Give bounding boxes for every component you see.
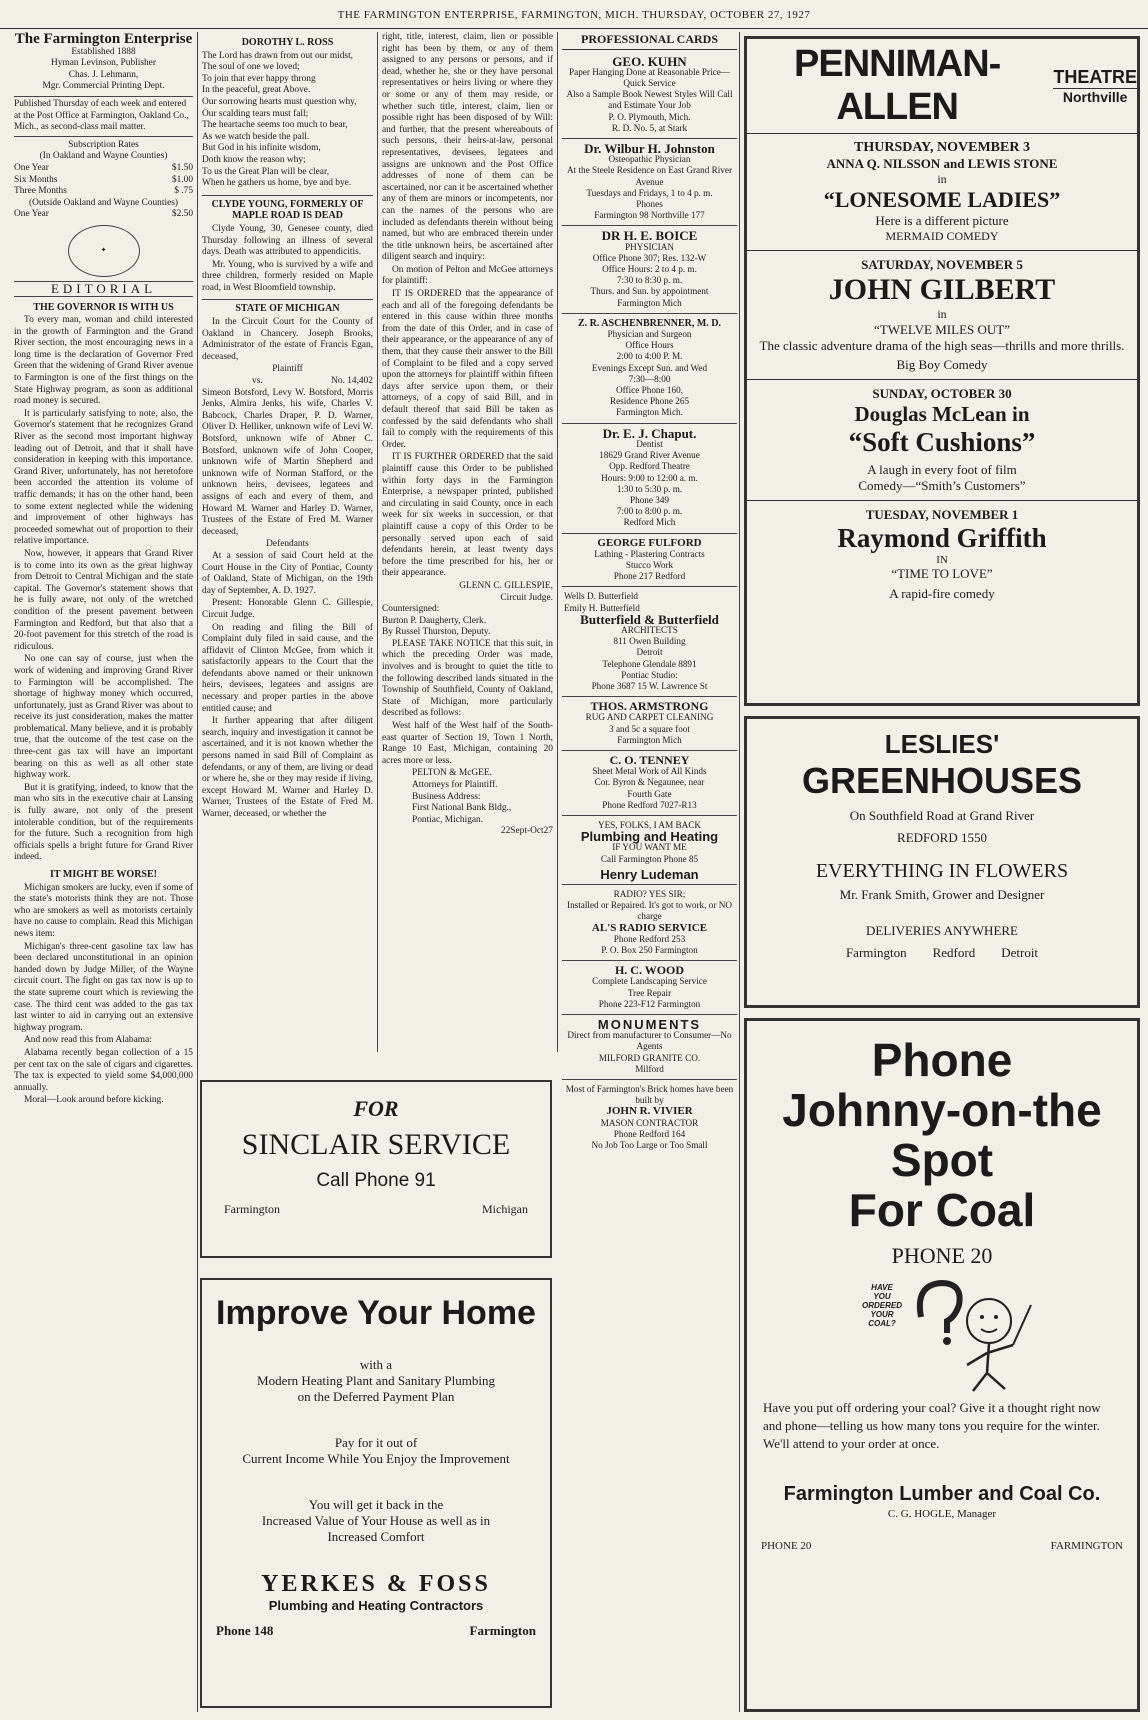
manager-title: Mgr. Commercial Printing Dept. — [42, 81, 165, 92]
professional-cards — [560, 32, 740, 1712]
card-line: Phone 223-F12 Farmington — [598, 998, 701, 1009]
show-title: “Soft Cushions” — [848, 427, 1036, 457]
clerk: Burton P. Daugherty, Clerk. — [382, 615, 487, 626]
card-line: Farmington Mich. — [616, 407, 683, 418]
greenhouse-town: Farmington — [845, 945, 907, 960]
paragraph: Simeon Botsford, Levy W. Botsford, Morris Jenks, Almira Jenks, his wife, Charles V. Babcock, Charles Draper, P. D. Warner, Oliver D. Helliker, unknown wife of Levi W. Botsford, unknown wife of Abner C. Botsford, unknown wife of John Cooper, unknown wife of Martin Shepherd and unknown wife of Norman Stafford, or the unknown heirs, devisees, legatees and assigns of each and every of them, and Howard M. Warner and Harley D. Warner, Trustees of the Estate of Fred M. Warner deceased, — [202, 387, 373, 537]
poem-line: When he gathers us home, bye and bye. — [202, 178, 352, 189]
card-line: Farmington 98 Northville 177 — [594, 210, 705, 221]
card-name: Butterfield & Butterfield — [580, 611, 719, 627]
card-line: Phone Redford 7027-R13 — [602, 799, 697, 810]
card-line: 18629 Grand River Avenue — [599, 450, 700, 461]
card-name: JOHN R. VIVIER — [606, 1105, 693, 1118]
greenhouse-deliveries: DELIVERIES ANYWHERE — [865, 923, 1018, 938]
poem-line: The soul of one we loved; — [202, 62, 300, 73]
improve-get: Increased Comfort — [327, 1529, 425, 1544]
card-name: Dr. E. J. Chaput. — [602, 425, 697, 441]
theatre-ad — [744, 36, 1140, 706]
poem-line: Our scalding tears must fall; — [202, 108, 309, 119]
paragraph: No one can say of course, just when the work of widening and improving Grand River to Farmington will be accomplished. The shortage of highway money which occurred, unfortunately, just as Grand River was about to receive its just consideration, makes the matter problematical. Many believe, and it is probably true, that the outcome of the test case on the three-cent gas tax will have an important bearing on this as well as all other state highway work. — [14, 654, 193, 781]
bubble-text: ORDERED — [861, 1301, 902, 1310]
manager: Chas. J. Lehmann, — [68, 69, 139, 80]
column-3 — [378, 32, 558, 1052]
card-line: 2:00 to 4:00 P. M. — [616, 351, 683, 362]
show-tag: A laugh in every foot of film — [867, 462, 1017, 477]
poem-line: The Lord has drawn from out our midst, — [202, 50, 354, 61]
card-line: Milford — [635, 1063, 664, 1074]
greenhouse-town: Redford — [932, 945, 976, 960]
card-line: Hours: 9:00 to 12:00 a. m. — [601, 472, 698, 483]
sinclair-for: FOR — [353, 1096, 399, 1121]
card-line: Complete Landscaping Service — [592, 976, 707, 987]
coal-body: Have you put off ordering your coal? Give it a thought right now and phone—telling us how many tons you require for the winter. We'll attend to your order at once. — [763, 1400, 1101, 1451]
paragraph: On motion of Pelton and McGee attorneys for plaintiff: — [382, 264, 553, 287]
card-line: Opp. Redford Theatre — [609, 461, 690, 472]
sinclair-town: Farmington — [224, 1202, 280, 1216]
card-johnston — [562, 139, 737, 226]
paragraph: Michigan's three-cent gasoline tax law has been declared unconstitutional in an opinion handed down by Judge Miller, of the Wayne circuit court. The fight on gas tax now is up to the state supreme court which is reviewing the case. The third cent was added to the gas tax last winter to aid in carrying out an extensive highway program. — [14, 941, 193, 1033]
established: Established 1888 — [71, 46, 136, 57]
card-name: DR H. E. BOICE — [601, 228, 698, 244]
greenhouse-grower: Mr. Frank Smith, Grower and Designer — [839, 887, 1045, 902]
greenhouse-town: Detroit — [1001, 945, 1039, 960]
card-line: R. D. No. 5, at Stark — [611, 122, 688, 133]
coal-line-3: Spot — [890, 1134, 994, 1186]
bubble-text: COAL? — [868, 1319, 896, 1328]
legal-heading: STATE OF MICHIGAN — [202, 299, 373, 315]
card-line: Farmington Mich — [617, 297, 682, 308]
coal-line-2: Johnny-on-the — [782, 1084, 1102, 1136]
rates-area-1: (In Oakland and Wayne Counties) — [39, 151, 168, 162]
rate-label: Three Months — [14, 186, 67, 197]
card-line: At the Steele Residence on East Grand River Avenue — [566, 165, 733, 187]
card-line: P. O. Plymouth, Mich. — [608, 111, 691, 122]
show-title: “TWELVE MILES OUT” — [874, 322, 1010, 337]
card-line: Lathing - Plastering Contracts — [594, 548, 705, 559]
show-sunday — [747, 380, 1137, 501]
rate-value: $1.50 — [171, 162, 193, 173]
card-line: Pontiac Studio: — [621, 669, 678, 680]
card-line: Installed or Repaired. It's got to work, or NO charge — [567, 900, 732, 922]
show-tuesday — [747, 501, 1137, 608]
deputy: By Russel Thurston, Deputy. — [382, 627, 491, 638]
coal-phone: PHONE 20 — [891, 1243, 993, 1268]
show-day: TUESDAY, NOVEMBER 1 — [865, 507, 1019, 522]
business-address-label: Business Address: — [412, 791, 481, 802]
card-line: Sheet Metal Work of All Kinds — [592, 766, 707, 777]
card-name: GEORGE FULFORD — [597, 536, 702, 549]
paragraph: It further appearing that after diligent search, inquiry and investigation it cannot be ascertained, and it is not known whether the persons named in said Bill of Complaint as defendants, or any of them, are living or dead or where he, she or they may reside if living, except Howard M. Warner and Harley D. Warner, Trustees of the Estate of Fred M. Warner, deceased, or whether the — [202, 716, 373, 819]
editorial-heading: EDITORIAL — [14, 281, 193, 297]
card-line: Physician and Surgeon — [607, 329, 692, 340]
show-day: SUNDAY, OCTOBER 30 — [872, 386, 1012, 401]
column-1 — [10, 32, 198, 1712]
show-day: SATURDAY, NOVEMBER 5 — [861, 257, 1023, 272]
sinclair-ad — [200, 1080, 552, 1258]
card-line: No Job Too Large or Too Small — [591, 1140, 708, 1151]
show-title: “TIME TO LOVE” — [891, 566, 993, 581]
paragraph: Present: Honorable Glenn C. Gillespie, Circuit Judge. — [202, 598, 373, 620]
land-description: West half of the West half of the South-east quarter of Section 19, Town 1 North, Range 10 East, Michigan, containing 20 acres more or less. — [382, 721, 553, 766]
card-wood — [562, 961, 737, 1015]
show-in: in — [937, 172, 947, 186]
card-line: MASON CONTRACTOR — [600, 1117, 699, 1128]
address-line: First National Bank Bldg., — [412, 803, 512, 814]
card-line: Call Farmington Phone 85 — [600, 853, 699, 864]
card-kuhn — [562, 52, 737, 139]
improve-get: Increased Value of Your House as well as in — [261, 1513, 491, 1528]
paragraph: Clyde Young, 30, Genesee county, died Thursday following an illness of several days. Death was attributed to appendicitis. — [202, 223, 373, 258]
card-line: MILFORD GRANITE CO. — [598, 1052, 701, 1063]
paragraph: Michigan smokers are lucky, even if some of the state's motorists think they are not. Those who are smokers as well as motorists certainly have no cause to complain. Read this Michigan news item: — [14, 882, 193, 939]
johnny-figure-icon — [907, 1275, 1037, 1395]
theatre-name: PENNIMAN-ALLEN — [794, 43, 1001, 128]
show-day: THURSDAY, NOVEMBER 3 — [854, 140, 1030, 155]
column-2 — [198, 32, 378, 1052]
defendants-label: Defendants — [266, 539, 309, 550]
improve-line: on the Deferred Payment Plan — [297, 1389, 455, 1404]
card-ludeman — [562, 816, 737, 885]
card-line: 1:30 to 5:30 p. m. — [616, 483, 683, 494]
card-line: Tree Repair — [627, 987, 672, 998]
card-name: Dr. Wilbur H. Johnston — [584, 141, 715, 157]
theatre-word: THEATRE — [1053, 67, 1137, 87]
coal-line-1: Phone — [871, 1034, 1013, 1086]
card-line: Detroit — [636, 647, 663, 658]
card-name: MONUMENTS — [597, 1017, 702, 1033]
paragraph: On reading and filing the Bill of Complaint duly filed in said cause, and the affidavit of Clinton McGee, from which it satisfactorily appears to the Court that the defendants above named or their unknown heirs, devisees, legatees and assigns are necessary and proper parties in the above entitled cause; and — [202, 622, 373, 714]
card-line: Office Phone 307; Res. 132-W — [592, 252, 707, 263]
card-line: YES, FOLKS, I AM BACK — [597, 819, 702, 830]
show-tag: A rapid-fire comedy — [889, 586, 995, 601]
card-line: Phone 3687 15 W. Lawrence St — [591, 680, 708, 691]
card-name: THOS. ARMSTRONG — [590, 699, 709, 714]
paragraph: Mr. Young, who is survived by a wife and three children, formerly resided on Maple road, in West Bloomfield township. — [202, 259, 373, 293]
card-line: Also a Sample Book Newest Styles Will Call and Estimate Your Job — [566, 89, 733, 111]
card-armstrong — [562, 697, 737, 751]
paragraph: But it is gratifying, indeed, to know that the man who sits in the executive chair at Lansing is fully aware, not only of the present intolerable condition, but of the requirements for the future. Such a recognition from high officials spells a bright future for Grand River indeed. — [14, 782, 193, 863]
show-tag: The classic adventure drama of the high seas—thrills and more thrills. — [759, 338, 1125, 353]
improve-get: You will get it back in the — [308, 1497, 444, 1512]
show-extra: Big Boy Comedy — [896, 357, 988, 372]
greenhouse-slogan: EVERYTHING IN FLOWERS — [815, 860, 1069, 882]
yerkes-foss-sub: Plumbing and Heating Contractors — [268, 1598, 484, 1613]
card-boice — [562, 226, 737, 313]
rate-value: $1.00 — [171, 174, 193, 185]
plaintiff-label: Plaintiff — [272, 364, 303, 375]
card-line: 3 and 5c a square foot — [609, 723, 690, 734]
card-tenney — [562, 751, 737, 816]
show-saturday — [747, 251, 1137, 380]
press-seal-icon: ✦ — [68, 225, 140, 277]
sinclair-name: SINCLAIR SERVICE — [241, 1128, 511, 1161]
card-line: Dentist — [636, 438, 663, 449]
poem-line: To join that ever happy throng — [202, 73, 316, 84]
publisher: Hyman Levinson, Publisher — [51, 58, 156, 69]
address-line: Pontiac, Michigan. — [412, 814, 484, 825]
card-line: Most of Farmington's Brick homes have been built by — [565, 1084, 734, 1106]
show-thursday — [747, 134, 1137, 251]
poem-line: But God in his infinite wisdom, — [202, 143, 321, 154]
card-name: Plumbing and Heating — [580, 829, 719, 845]
card-line: Henry Ludeman — [600, 866, 699, 882]
greenhouse-name-1: LESLIES' — [884, 729, 1000, 759]
card-line: Residence Phone 265 — [609, 396, 690, 407]
card-name: C. O. TENNEY — [609, 752, 690, 767]
rate-value: $ .75 — [174, 186, 193, 197]
card-butterfield — [562, 587, 737, 697]
show-stars: Douglas McLean in — [854, 402, 1030, 426]
masthead: THE FARMINGTON ENTERPRISE, FARMINGTON, MICH. THURSDAY, OCTOBER 27, 1927 — [0, 0, 1148, 29]
vs-label: vs. — [252, 376, 263, 387]
published-note: Published Thursday of each week and entered at the Post Office at Farmington, Oakland Co., Mich., as second-class mail matter. — [14, 96, 193, 137]
card-line: Redford Mich — [623, 517, 676, 528]
paragraph: In the Circuit Court for the County of Oakland in Chancery. Joseph Brooks, Administrator of the estate of Francis Egan, deceased, — [202, 317, 373, 362]
poem-heading: DOROTHY L. ROSS — [241, 37, 334, 48]
card-name: AL'S RADIO SERVICE — [591, 921, 708, 934]
card-line: Thurs. and Sun. by appointment — [590, 286, 709, 297]
countersigned: Countersigned: — [382, 604, 440, 615]
paragraph: It is particularly satisfying to note, also, the Governor's statement that he recognizes Grand River as the second most important highway leading out of Detroit, and that it shall have consideration in keeping with this importance. Grand River, unfortunately, has not heretofore been accorded the attention its volume of traffic demands; it has on the other hand, been to some extent neglected while the widening and improvement of other highways has proceeded somewhat out of proportion to their relative importance. — [14, 408, 193, 547]
poem-line: Our sorrowing hearts must question why, — [202, 96, 357, 107]
card-name: GEO. KUHN — [612, 53, 687, 69]
rates-area-2: (Outside Oakland and Wayne Counties) — [28, 197, 179, 208]
card-line: Fourth Gate — [627, 788, 672, 799]
show-extra: Comedy—“Smith’s Customers” — [858, 478, 1026, 493]
card-name: H. C. WOOD — [614, 963, 685, 978]
paragraph: PLEASE TAKE NOTICE that this suit, in which the preceding Order was made, involves and is brought to quiet the title to the following described lands situated in the Township of Southfield, County of Oakland, State of Michigan, more particularly described as follows: — [382, 638, 553, 719]
coal-phone-2: PHONE 20 — [761, 1540, 812, 1552]
card-line: P. O. Box 250 Farmington — [601, 945, 698, 956]
poem-line: Doth know the reason why; — [202, 154, 306, 165]
card-line: RUG AND CARPET CLEANING — [585, 712, 714, 723]
improve-home-ad — [200, 1278, 552, 1708]
card-fulford — [562, 534, 737, 588]
poem-line: The heartache seems too much to bear, — [202, 120, 348, 131]
paragraph: Alabama recently began collection of a 15 per cent tax on the sale of cigars and cigarettes. The tax is expected to yield some $4,000,000 annually. — [14, 1047, 193, 1093]
card-line: 7:00 to 8:00 p. m. — [616, 506, 683, 517]
greenhouse-ad — [744, 716, 1140, 1008]
card-line: RADIO? YES SIR; — [613, 889, 686, 899]
card-line: Office Hours: 2 to 4 p. m. — [602, 264, 697, 275]
improve-heading: Improve Your Home — [216, 1294, 536, 1332]
card-line: Wells D. Butterfield — [564, 591, 639, 602]
coal-ad — [744, 1018, 1140, 1712]
card-line: 7:30—8:00 — [628, 373, 671, 384]
editorial-1-heading: THE GOVERNOR IS WITH US — [33, 301, 174, 313]
paragraph: IT IS ORDERED that the appearance of each and all of the foregoing defendants be entered in this cause within three months from the date of this Order, and in case of their appearance, or the appearance of any of them, that they cause their answer to the Bill of Complaint to be filed and a copy served upon the attorneys for plaintiff within fifteen days after service upon them, or their attorneys, of a copy of said Bill, and in default thereof that said Bill be taken as confessed by the said defendants who shall fail to comply with the requirements of this Order. — [382, 289, 553, 450]
paragraph: Moral—Look around before kicking. — [24, 1095, 164, 1106]
yerkes-phone: Phone 148 — [216, 1623, 274, 1638]
bubble-text: YOUR — [870, 1310, 894, 1319]
card-line: Office Hours — [625, 340, 674, 351]
card-line: Phone 349 — [629, 494, 670, 505]
improve-line: Modern Heating Plant and Sanitary Plumbing — [257, 1373, 495, 1388]
rates-head: Subscription Rates — [68, 139, 139, 150]
rate-label: Six Months — [14, 174, 58, 185]
poem-line: To us the Great Plan will be clear, — [202, 166, 330, 177]
card-line: Farmington Mich — [617, 734, 682, 745]
card-line: Stucco Work — [625, 559, 674, 570]
yerkes-town: Farmington — [469, 1623, 536, 1638]
sinclair-phone: Call Phone 91 — [316, 1170, 436, 1191]
greenhouse-name-2: GREENHOUSES — [801, 760, 1083, 801]
card-line: Phone Redford 253 — [613, 933, 686, 944]
case-number: No. 14,402 — [331, 376, 373, 387]
card-monuments — [562, 1015, 737, 1080]
card-chaput — [562, 424, 737, 534]
show-tag: Here is a different picture — [875, 213, 1009, 228]
show-in: IN — [936, 554, 948, 566]
paragraph: To every man, woman and child interested in the growth of Farmington and the Grand River section, the most encouraging news in a long time is the declaration of Governor Fred Green that the widening of Grand River avenue to Farmington is one of the first things on the State Highway program, as soon as additional road money is secured. — [14, 315, 193, 407]
poem-line: In the peaceful, great Above. — [202, 85, 311, 96]
bubble-text: HAVE — [871, 1283, 893, 1292]
card-line: Phone 217 Redford — [613, 571, 686, 582]
card-line: PHYSICIAN — [624, 241, 674, 252]
attorneys: PELTON & McGEE. — [412, 768, 492, 779]
judge-title: Circuit Judge. — [500, 592, 553, 603]
cards-heading: PROFESSIONAL CARDS — [562, 34, 737, 50]
greenhouse-phone: REDFORD 1550 — [897, 830, 987, 845]
card-line: 7:30 to 8:30 p. m. — [616, 275, 683, 286]
editorial-2-heading: IT MIGHT BE WORSE! — [50, 869, 157, 880]
paragraph: At a session of said Court held at the Court House in the City of Pontiac, County of Oakland, State of Michigan, on the 19th day of September, A. D. 1927. — [202, 550, 373, 596]
judge-name: GLENN C. GILLESPIE, — [459, 580, 553, 591]
rate-value: $2.50 — [171, 209, 193, 220]
card-line: IF YOU WANT ME — [612, 842, 687, 853]
card-line: Phone Redford 164 — [613, 1128, 686, 1139]
card-aschenbrenner — [562, 314, 737, 424]
card-vivier — [562, 1080, 737, 1155]
card-als-radio — [562, 885, 737, 961]
card-line: Evenings Except Sun. and Wed — [591, 362, 708, 373]
card-line: Paper Hanging Done at Reasonable Price— Quick Service — [569, 66, 730, 88]
card-line: Cor. Byron & Negaunee, near — [594, 777, 705, 788]
paper-name: The Farmington Enterprise — [14, 32, 193, 47]
bubble-text: YOU — [873, 1292, 891, 1301]
show-stars: ANNA Q. NILSSON and LEWIS STONE — [826, 156, 1058, 171]
improve-pay: Pay for it out of — [334, 1435, 418, 1450]
show-title: “LONESOME LADIES” — [823, 187, 1061, 212]
paragraph: IT IS FURTHER ORDERED that the said plaintiff cause this Order to be published within forty days in the Farmington Enterprise, a newspaper printed, published and circulating in said County, once in each week for six weeks in succession, or that plaintiff cause a copy of this Order to be personally served upon each of said defendants herein, at least twenty days before the time prescribed for his, her or their appearance. — [382, 452, 553, 579]
show-stars: Raymond Griffith — [837, 523, 1047, 553]
coal-firm: Farmington Lumber and Coal Co. — [783, 1483, 1101, 1505]
card-line: Emily H. Butterfield — [564, 602, 640, 613]
poem-line: As we watch beside the pall. — [202, 131, 310, 142]
obit-heading: CLYDE YOUNG, FORMERLY OF MAPLE ROAD IS DEAD — [202, 195, 373, 222]
card-line: Telephone Glendale 8891 — [602, 658, 697, 669]
theatre-town: Northville — [1062, 89, 1128, 105]
rate-label: One Year — [14, 209, 49, 220]
yerkes-foss-name: YERKES & FOSS — [261, 1571, 491, 1597]
paragraph: Now, however, it appears that Grand River is to come into its own as the great highway from Detroit to Central Michigan and the state capital. The Governor's statement shows that he is fully aware, not only of the wretched condition of the present pavement between Farmington and Redford, but that also that a 20-foot pavement for this stretch of the road is ridiculous. — [14, 548, 193, 652]
coal-line-4: For Coal — [848, 1184, 1036, 1236]
card-name: Z. R. ASCHENBRENNER, M. D. — [577, 317, 722, 329]
rate-label: One Year — [14, 162, 49, 173]
show-in: in — [937, 307, 947, 321]
coal-manager: C. G. HOGLE, Manager — [887, 1508, 997, 1520]
card-line: Office Phone 160, — [616, 385, 683, 396]
improve-with: with a — [359, 1357, 393, 1372]
coal-town: FARMINGTON — [1050, 1540, 1123, 1552]
sinclair-state: Michigan — [482, 1202, 528, 1216]
card-line: 811 Owen Building — [613, 636, 686, 647]
card-line: ARCHITECTS — [621, 624, 678, 635]
card-line: Tuesdays and Fridays, 1 to 4 p. m. — [586, 187, 713, 198]
run-dates: 22Sept-Oct27 — [500, 826, 553, 837]
show-extra: MERMAID COMEDY — [885, 229, 999, 243]
card-line: Phones — [636, 199, 663, 210]
paragraph: right, title, interest, claim, lien or possible right has been by them, or any of them assigned to any persons or persons, and if dead, whether he, she or they have personal representatives or heirs living or where they or some or any of them may reside, or whether such title, interest, claim, lien or possible right has been disposed of by Will: and further, that the present whereabouts of such persons, their heirs-at-law, personal representatives, devisees, legatees and assigns are unknown and the Post Office addresses of none of them can be ascertained, nor can it be ascertained whether any of them are minors or incompetents, nor can the names of the persons who are included as defendants therein without being named, but who are embraced therein under the title unknown heirs, be ascertained after diligent search and inquiry: — [382, 32, 553, 263]
johnny-illustration — [747, 1275, 1137, 1395]
greenhouse-location: On Southfield Road at Grand River — [849, 808, 1035, 823]
show-stars: JOHN GILBERT — [828, 273, 1056, 306]
attorneys-title: Attorneys for Plaintiff. — [412, 780, 498, 790]
card-line: Osteopathic Physician — [608, 154, 691, 165]
card-line: Direct from manufacturer to Consumer—No Agents — [567, 1030, 732, 1052]
improve-pay: Current Income While You Enjoy the Improvement — [242, 1451, 510, 1466]
paragraph: And now read this from Alabama: — [24, 1035, 152, 1046]
